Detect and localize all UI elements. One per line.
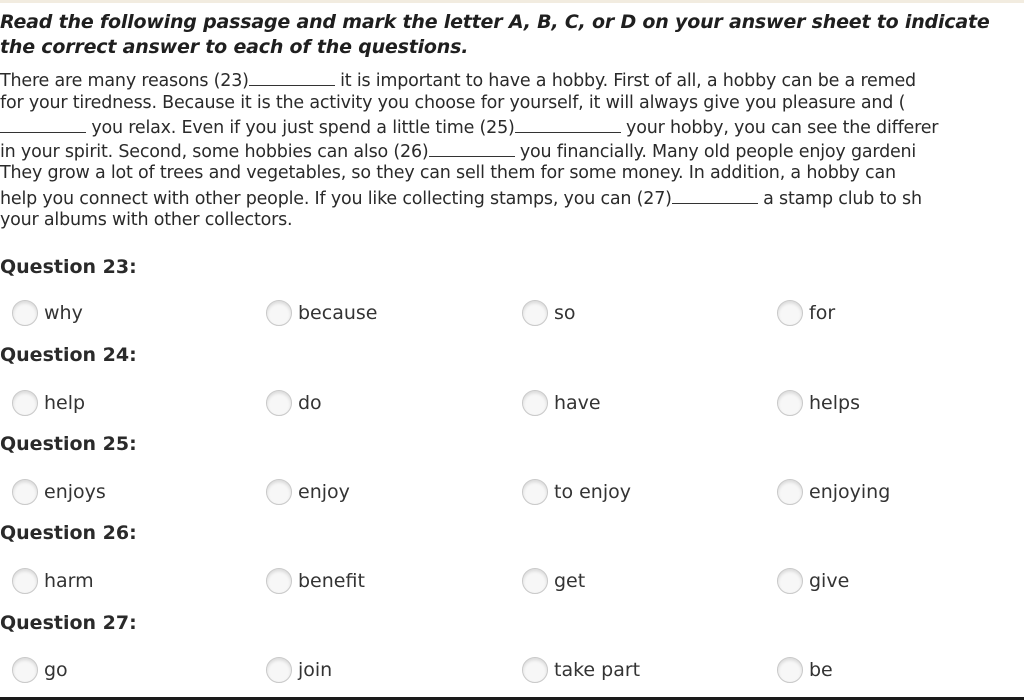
option-label: because <box>298 302 378 324</box>
radio-icon[interactable] <box>777 568 803 594</box>
passage-line: for your tiredness. Because it is the activity you choose for yourself, it will always give you pleasure and ( <box>0 92 906 113</box>
radio-icon[interactable] <box>12 657 38 683</box>
q24-option-d[interactable] <box>777 390 860 416</box>
question-27-title: Question 27: <box>0 612 137 634</box>
q26-option-b[interactable] <box>266 568 365 594</box>
radio-icon[interactable] <box>522 479 548 505</box>
passage-text: your hobby, you can see the differer <box>620 118 939 138</box>
q24-option-b[interactable] <box>266 390 322 416</box>
radio-icon[interactable] <box>522 300 548 326</box>
instructions-text: Read the following passage and mark the letter A, B, C, or D on your answer sheet to indicate the correct answer to each of the questions. <box>0 11 990 58</box>
option-label: helps <box>809 392 860 414</box>
q23-option-d[interactable] <box>777 300 835 326</box>
radio-icon[interactable] <box>12 300 38 326</box>
passage-line <box>0 139 1024 163</box>
blank-25 <box>515 115 621 133</box>
radio-icon[interactable] <box>266 657 292 683</box>
passage-text: you financially. Many old people enjoy gardeni <box>514 141 917 162</box>
passage-line <box>0 186 1024 210</box>
passage-text: in your spirit. Second, some hobbies can also (26) <box>0 141 429 162</box>
radio-icon[interactable] <box>777 479 803 505</box>
radio-icon[interactable] <box>522 657 548 683</box>
question-25-title: Question 25: <box>0 433 137 455</box>
radio-icon[interactable] <box>777 390 803 416</box>
blank-26 <box>429 139 515 157</box>
passage-line <box>0 115 1024 139</box>
q25-option-d[interactable] <box>777 479 890 505</box>
radio-icon[interactable] <box>777 300 803 326</box>
q26-option-a[interactable] <box>12 568 94 594</box>
q24-option-c[interactable] <box>522 390 601 416</box>
q23-option-b[interactable] <box>266 300 377 326</box>
question-24-title: Question 24: <box>0 344 137 366</box>
q23-option-a[interactable] <box>12 300 83 326</box>
radio-icon[interactable] <box>266 390 292 416</box>
radio-icon[interactable] <box>12 479 38 505</box>
q27-option-a[interactable] <box>12 657 68 683</box>
question-23-title: Question 23: <box>0 256 137 278</box>
option-label: why <box>44 302 83 324</box>
option-label: get <box>554 570 586 592</box>
option-label: so <box>554 302 576 324</box>
option-label: enjoying <box>809 481 891 503</box>
option-label: for <box>809 302 836 324</box>
blank-23 <box>249 68 335 86</box>
radio-icon[interactable] <box>266 568 292 594</box>
passage-text: it is important to have a hobby. First of all, a hobby can be a remed <box>334 71 916 91</box>
q25-option-a[interactable] <box>12 479 106 505</box>
option-label: join <box>298 659 333 681</box>
blank-24 <box>0 115 86 133</box>
radio-icon[interactable] <box>12 568 38 594</box>
radio-icon[interactable] <box>522 390 548 416</box>
radio-icon[interactable] <box>12 390 38 416</box>
option-label: to enjoy <box>554 481 631 503</box>
passage-line: They grow a lot of trees and vegetables, so they can sell them for some money. In addition, a hobby can <box>0 163 896 183</box>
passage-text: There are many reasons (23) <box>0 71 249 91</box>
passage-text: you relax. Even if you just spend a little time (25) <box>86 118 515 138</box>
q27-option-b[interactable] <box>266 657 332 683</box>
radio-icon[interactable] <box>266 300 292 326</box>
q27-option-d[interactable] <box>777 657 833 683</box>
reading-passage <box>0 68 1024 233</box>
q26-option-d[interactable] <box>777 568 849 594</box>
passage-text: help you connect with other people. If you like collecting stamps, you can (27) <box>0 188 672 209</box>
option-label: do <box>298 392 322 414</box>
q26-option-c[interactable] <box>522 568 585 594</box>
radio-icon[interactable] <box>522 568 548 594</box>
q24-option-a[interactable] <box>12 390 85 416</box>
top-border <box>0 0 1024 3</box>
passage-text: a stamp club to sh <box>757 188 922 209</box>
question-26-title: Question 26: <box>0 522 137 544</box>
blank-27 <box>672 186 758 204</box>
option-label: enjoys <box>44 481 106 503</box>
option-label: enjoy <box>298 481 350 503</box>
passage-line: your albums with other collectors. <box>0 210 293 230</box>
option-label: benefit <box>298 570 365 592</box>
option-label: give <box>809 570 850 592</box>
q23-option-c[interactable] <box>522 300 576 326</box>
q27-option-c[interactable] <box>522 657 640 683</box>
option-label: harm <box>44 570 94 592</box>
q25-option-b[interactable] <box>266 479 350 505</box>
radio-icon[interactable] <box>777 657 803 683</box>
option-label: go <box>44 659 68 681</box>
option-label: have <box>554 392 601 414</box>
passage-line <box>0 68 1024 92</box>
option-label: be <box>809 659 833 681</box>
option-label: take part <box>554 659 641 681</box>
q25-option-c[interactable] <box>522 479 631 505</box>
radio-icon[interactable] <box>266 479 292 505</box>
option-label: help <box>44 392 86 414</box>
